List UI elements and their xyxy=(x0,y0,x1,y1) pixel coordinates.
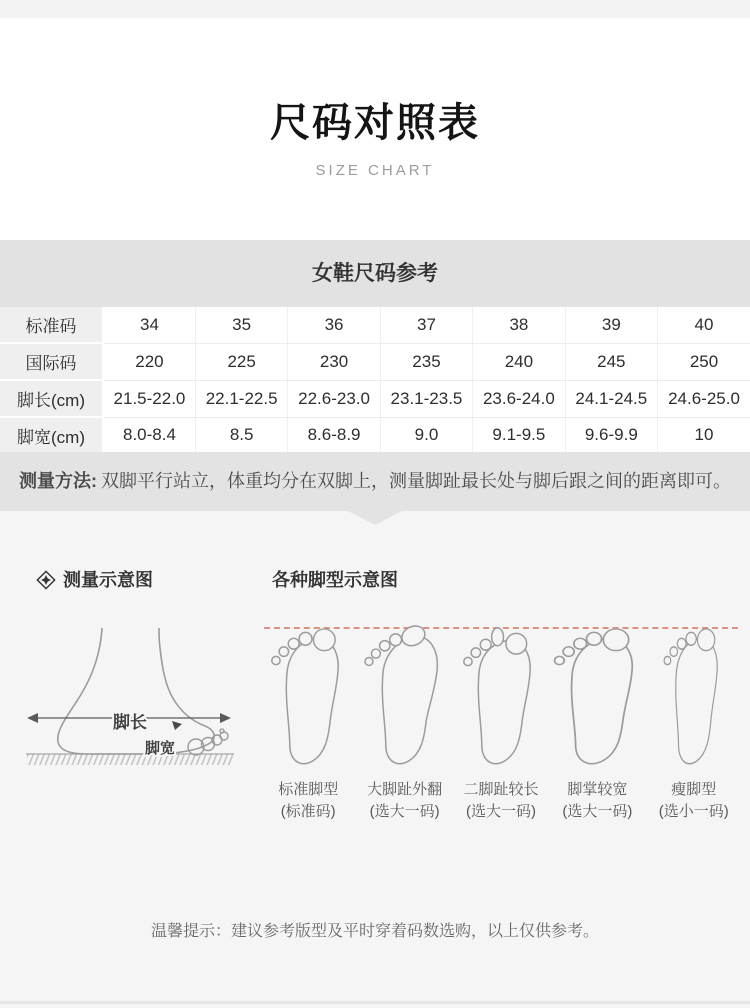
section-heading-foot-types xyxy=(272,568,398,592)
size-cell: 40 xyxy=(658,307,750,343)
measure-diagram-heading: 测量示意图 xyxy=(63,570,153,590)
top-page-edge xyxy=(0,0,750,18)
row-label-international-size: 国际码 xyxy=(0,343,103,380)
foot-type-figure-long-second-toe xyxy=(453,624,549,821)
foot-type-advice: (选小一码) xyxy=(658,803,729,820)
size-cell: 21.5-22.0 xyxy=(103,380,195,417)
section-heading-measure-diagram xyxy=(36,568,153,592)
foot-type-figure-standard xyxy=(260,624,356,821)
foot-types-row xyxy=(260,624,742,821)
foot-width-label: 脚宽 xyxy=(144,740,176,757)
table-row-standard-size xyxy=(0,307,750,343)
foot-type-figure-valgus xyxy=(356,624,452,821)
size-cell: 36 xyxy=(288,307,380,343)
size-cell: 22.6-23.0 xyxy=(288,380,380,417)
measure-method-prefix: 测量方法: xyxy=(19,471,97,491)
bottom-divider xyxy=(0,1001,750,1004)
size-cell: 8.5 xyxy=(195,417,287,453)
foot-type-name: 二脚趾较长 xyxy=(463,781,539,798)
size-cell: 23.6-24.0 xyxy=(473,380,565,417)
size-cell: 23.1-23.5 xyxy=(380,380,472,417)
table-title-bar xyxy=(0,240,750,307)
size-cell: 9.0 xyxy=(380,417,472,453)
table-row-foot-length xyxy=(0,380,750,417)
page-subtitle: SIZE CHART xyxy=(315,162,435,179)
foot-type-advice: (标准码) xyxy=(280,803,336,820)
size-cell: 37 xyxy=(380,307,472,343)
size-cell: 8.0-8.4 xyxy=(103,417,195,453)
size-cell: 235 xyxy=(380,343,472,380)
size-cell: 245 xyxy=(565,343,657,380)
foot-type-figure-slim xyxy=(646,624,742,821)
diamond-icon xyxy=(36,570,56,590)
size-cell: 250 xyxy=(658,343,750,380)
row-label-foot-length: 脚长(cm) xyxy=(0,380,103,417)
size-cell: 9.6-9.9 xyxy=(565,417,657,453)
size-cell: 38 xyxy=(473,307,565,343)
size-cell: 220 xyxy=(103,343,195,380)
foot-type-name: 标准脚型 xyxy=(278,781,339,798)
size-table xyxy=(0,307,750,453)
foot-type-advice: (选大一码) xyxy=(562,803,633,820)
row-label-standard-size: 标准码 xyxy=(0,307,103,343)
foot-type-advice: (选大一码) xyxy=(465,803,536,820)
size-cell: 24.1-24.5 xyxy=(565,380,657,417)
footer-note: 温馨提示：建议参考版型及平时穿着码数选购，以上仅供参考。 xyxy=(150,923,599,940)
foot-length-label: 脚长 xyxy=(113,713,147,732)
foot-type-name: 瘦脚型 xyxy=(671,781,717,798)
foot-outline-standard-icon xyxy=(263,624,354,772)
toes-outline xyxy=(188,729,228,755)
foot-profile-outline xyxy=(58,628,214,754)
size-cell: 8.6-8.9 xyxy=(288,417,380,453)
size-cell: 22.1-22.5 xyxy=(195,380,287,417)
pointer-triangle-icon xyxy=(348,511,402,525)
foot-outline-long-second-toe-icon xyxy=(455,624,546,772)
table-title: 女鞋尺码参考 xyxy=(312,262,438,285)
foot-type-figure-wide xyxy=(549,624,645,821)
size-cell: 24.6-25.0 xyxy=(658,380,750,417)
measure-method-note xyxy=(0,452,750,511)
foot-type-advice: (选大一码) xyxy=(369,803,440,820)
foot-type-name: 大脚趾外翻 xyxy=(367,781,443,798)
table-row-international-size xyxy=(0,343,750,380)
foot-side-view-illustration xyxy=(24,628,236,776)
size-cell: 9.1-9.5 xyxy=(473,417,565,453)
size-cell: 240 xyxy=(473,343,565,380)
foot-outline-valgus-icon xyxy=(359,624,450,772)
page-title: 尺码对照表 xyxy=(270,101,480,145)
foot-outline-wide-icon xyxy=(552,624,643,772)
size-cell: 225 xyxy=(195,343,287,380)
size-cell: 39 xyxy=(565,307,657,343)
foot-types-heading: 各种脚型示意图 xyxy=(272,570,398,590)
measure-method-text: 双脚平行站立，体重均分在双脚上，测量脚趾最长处与脚后跟之间的距离即可。 xyxy=(101,471,731,491)
table-row-foot-width xyxy=(0,417,750,453)
row-label-foot-width: 脚宽(cm) xyxy=(0,417,103,453)
size-cell: 230 xyxy=(288,343,380,380)
ground-hatch xyxy=(27,754,233,765)
size-cell: 35 xyxy=(195,307,287,343)
size-cell: 10 xyxy=(658,417,750,453)
size-cell: 34 xyxy=(103,307,195,343)
foot-type-name: 脚掌较宽 xyxy=(567,781,628,798)
foot-outline-slim-icon xyxy=(648,624,739,772)
